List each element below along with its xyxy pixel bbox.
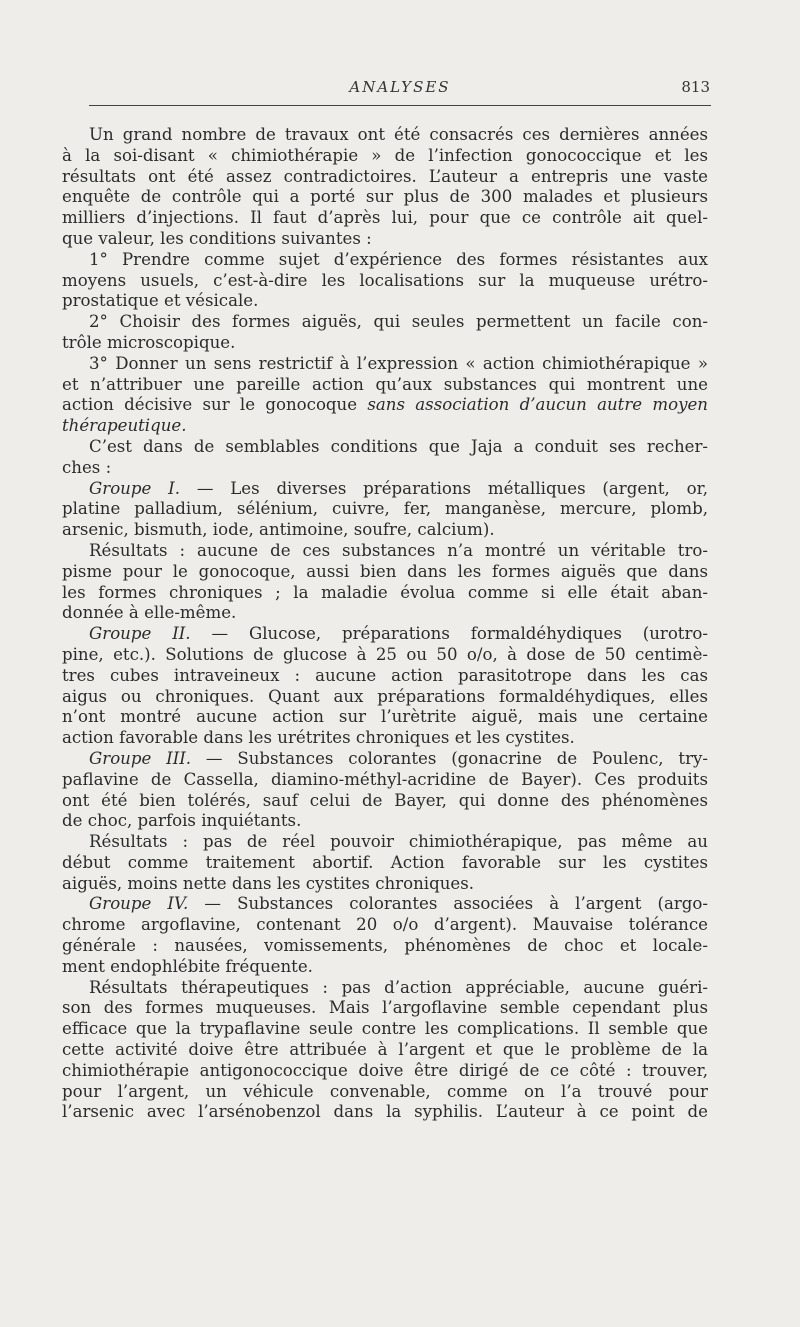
text-segment: les formes chroniques ; la maladie évolua comme si elle était aban- <box>62 582 708 602</box>
text-line <box>62 791 708 812</box>
text-line <box>62 437 708 458</box>
text-line <box>62 499 708 520</box>
text-line <box>62 583 708 604</box>
text-segment: moyens usuels, c’est-à-dire les localisations sur la muqueuse urétro- <box>62 270 708 290</box>
text-line <box>62 416 708 437</box>
text-line <box>62 333 708 354</box>
text-segment: aiguës, moins nette dans les cystites chroniques. <box>62 873 475 893</box>
text-line <box>62 894 708 915</box>
running-title: ANALYSES <box>349 78 451 96</box>
text-line <box>62 312 708 333</box>
text-line <box>62 707 708 728</box>
text-line <box>62 853 708 874</box>
text-line <box>62 229 708 250</box>
text-line <box>62 250 708 271</box>
text-segment: Un grand nombre de travaux ont été consacrés ces dernières années <box>89 125 708 144</box>
header-rule <box>89 105 711 106</box>
text-line <box>62 354 708 375</box>
text-line <box>62 1061 708 1082</box>
text-segment: — Glucose, préparations formaldéhydiques (urotro- <box>190 624 709 644</box>
italic-text: Groupe II. <box>89 624 191 644</box>
italic-text: sans association d’aucun autre moyen <box>367 395 708 415</box>
text-segment: à la soi-disant « chimiothérapie » de l’infection gonococcique et les <box>62 145 708 165</box>
text-segment: enquête de contrôle qui a porté sur plus de 300 malades et plusieurs <box>62 187 708 207</box>
text-segment: que valeur, les conditions suivantes : <box>62 228 372 248</box>
text-segment: aigus ou chroniques. Quant aux préparations formaldéhydiques, elles <box>62 686 708 706</box>
text-segment: efficace que la trypaflavine seule contre les complications. Il semble que <box>62 1019 708 1039</box>
text-line <box>62 832 708 853</box>
text-segment: arsenic, bismuth, iode, antimoine, soufre, calcium). <box>62 520 495 540</box>
italic-text: Groupe IV. <box>89 894 189 914</box>
text-segment: de choc, parfois inquiétants. <box>62 811 302 831</box>
text-line <box>62 1019 708 1040</box>
text-segment: 2° Choisir des formes aiguës, qui seules permettent un facile con- <box>89 312 708 332</box>
text-segment: début comme traitement abortif. Action favorable sur les cystites <box>62 852 708 872</box>
text-segment: action favorable dans les urétrites chroniques et les cystites. <box>62 728 575 748</box>
text-line <box>62 1082 708 1103</box>
text-segment: milliers d’injections. Il faut d’après lui, pour que ce contrôle ait quel- <box>62 208 708 228</box>
text-line <box>62 915 708 936</box>
text-segment: — Substances colorantes (gonacrine de Poulenc, try- <box>191 748 708 768</box>
text-line <box>62 728 708 749</box>
text-segment: Résultats thérapeutiques : pas d’action appréciable, aucune guéri- <box>89 977 708 997</box>
text-line <box>62 146 708 167</box>
text-segment: — Les diverses préparations métalliques (argent, or, <box>179 478 708 498</box>
text-segment: pine, etc.). Solutions de glucose à 25 ou 50 o/o, à dose de 50 centimè- <box>62 644 708 664</box>
text-line <box>62 624 708 645</box>
text-line <box>62 603 708 624</box>
text-segment: pour l’argent, un véhicule convenable, comme on l’a trouvé pour <box>62 1081 708 1101</box>
italic-text: Groupe III. <box>89 748 192 768</box>
text-line <box>62 458 708 479</box>
text-line <box>62 479 708 500</box>
text-segment: chimiothérapie antigonococcique doive être dirigé de ce côté : trouver, <box>62 1060 708 1080</box>
text-segment: pisme pour le gonocoque, aussi bien dans les formes aiguës que dans <box>62 561 708 581</box>
text-line <box>62 811 708 832</box>
text-line <box>62 1102 708 1123</box>
text-segment: 1° Prendre comme sujet d’expérience des formes résistantes aux <box>89 249 708 269</box>
text-line <box>62 520 708 541</box>
text-line <box>62 936 708 957</box>
text-segment: résultats ont été assez contradictoires. L’auteur a entrepris une vaste <box>62 166 708 186</box>
text-line <box>62 687 708 708</box>
text-segment: Résultats : pas de réel pouvoir chimiothérapique, pas même au <box>89 832 708 852</box>
text-segment: paflavine de Cassella, diamino-méthyl-acridine de Bayer). Ces produits <box>62 769 708 789</box>
text-segment: C’est dans de semblables conditions que Jaja a conduit ses recher- <box>89 436 708 456</box>
text-segment: ont été bien tolérés, sauf celui de Bayer, qui donne des phénomènes <box>62 790 708 810</box>
text-line <box>62 395 708 416</box>
text-line <box>62 167 708 188</box>
text-line <box>62 375 708 396</box>
italic-text: thérapeutique. <box>62 416 187 436</box>
text-line <box>62 291 708 312</box>
text-line <box>62 998 708 1019</box>
text-segment: trôle microscopique. <box>62 332 236 352</box>
text-segment: prostatique et vésicale. <box>62 291 259 311</box>
text-line <box>62 208 708 229</box>
page-number: 813 <box>681 78 710 96</box>
text-segment: tres cubes intraveineux : aucune action parasitotrope dans les cas <box>62 665 708 685</box>
text-segment: et n’attribuer une pareille action qu’aux substances qui montrent une <box>62 374 708 394</box>
text-segment: — Substances colorantes associées à l’argent (argo- <box>188 894 708 914</box>
text-line <box>62 666 708 687</box>
text-segment: action décisive sur le gonocoque <box>62 395 368 415</box>
text-segment: donnée à elle-même. <box>62 603 237 623</box>
text-line <box>62 562 708 583</box>
text-line <box>62 770 708 791</box>
text-segment: chrome argoflavine, contenant 20 o/o d’argent). Mauvaise tolérance <box>62 915 708 935</box>
text-segment: 3° Donner un sens restrictif à l’expression « action chimiothérapique » <box>89 353 708 373</box>
text-segment: l’arsenic avec l’arsénobenzol dans la syphilis. L’auteur à ce point de <box>62 1102 708 1122</box>
body-text <box>62 125 708 1123</box>
text-line <box>62 749 708 770</box>
text-line <box>62 874 708 895</box>
text-line <box>62 125 708 146</box>
text-line <box>62 541 708 562</box>
text-segment: ment endophlébite fréquente. <box>62 956 313 976</box>
italic-text: Groupe I. <box>89 478 180 498</box>
text-segment: ches : <box>62 457 112 477</box>
text-line <box>62 187 708 208</box>
text-line <box>62 978 708 999</box>
text-segment: cette activité doive être attribuée à l’argent et que le problème de la <box>62 1040 708 1060</box>
text-line <box>62 271 708 292</box>
text-segment: Résultats : aucune de ces substances n’a montré un véritable tro- <box>89 540 708 560</box>
text-segment: n’ont montré aucune action sur l’urètrite aiguë, mais une certaine <box>62 707 708 727</box>
text-line <box>62 645 708 666</box>
text-line <box>62 957 708 978</box>
text-segment: platine palladium, sélénium, cuivre, fer, manganèse, mercure, plomb, <box>62 499 708 519</box>
text-segment: son des formes muqueuses. Mais l’argoflavine semble cependant plus <box>62 998 708 1018</box>
text-segment: générale : nausées, vomissements, phénomènes de choc et locale- <box>62 936 708 956</box>
text-line <box>62 1040 708 1061</box>
